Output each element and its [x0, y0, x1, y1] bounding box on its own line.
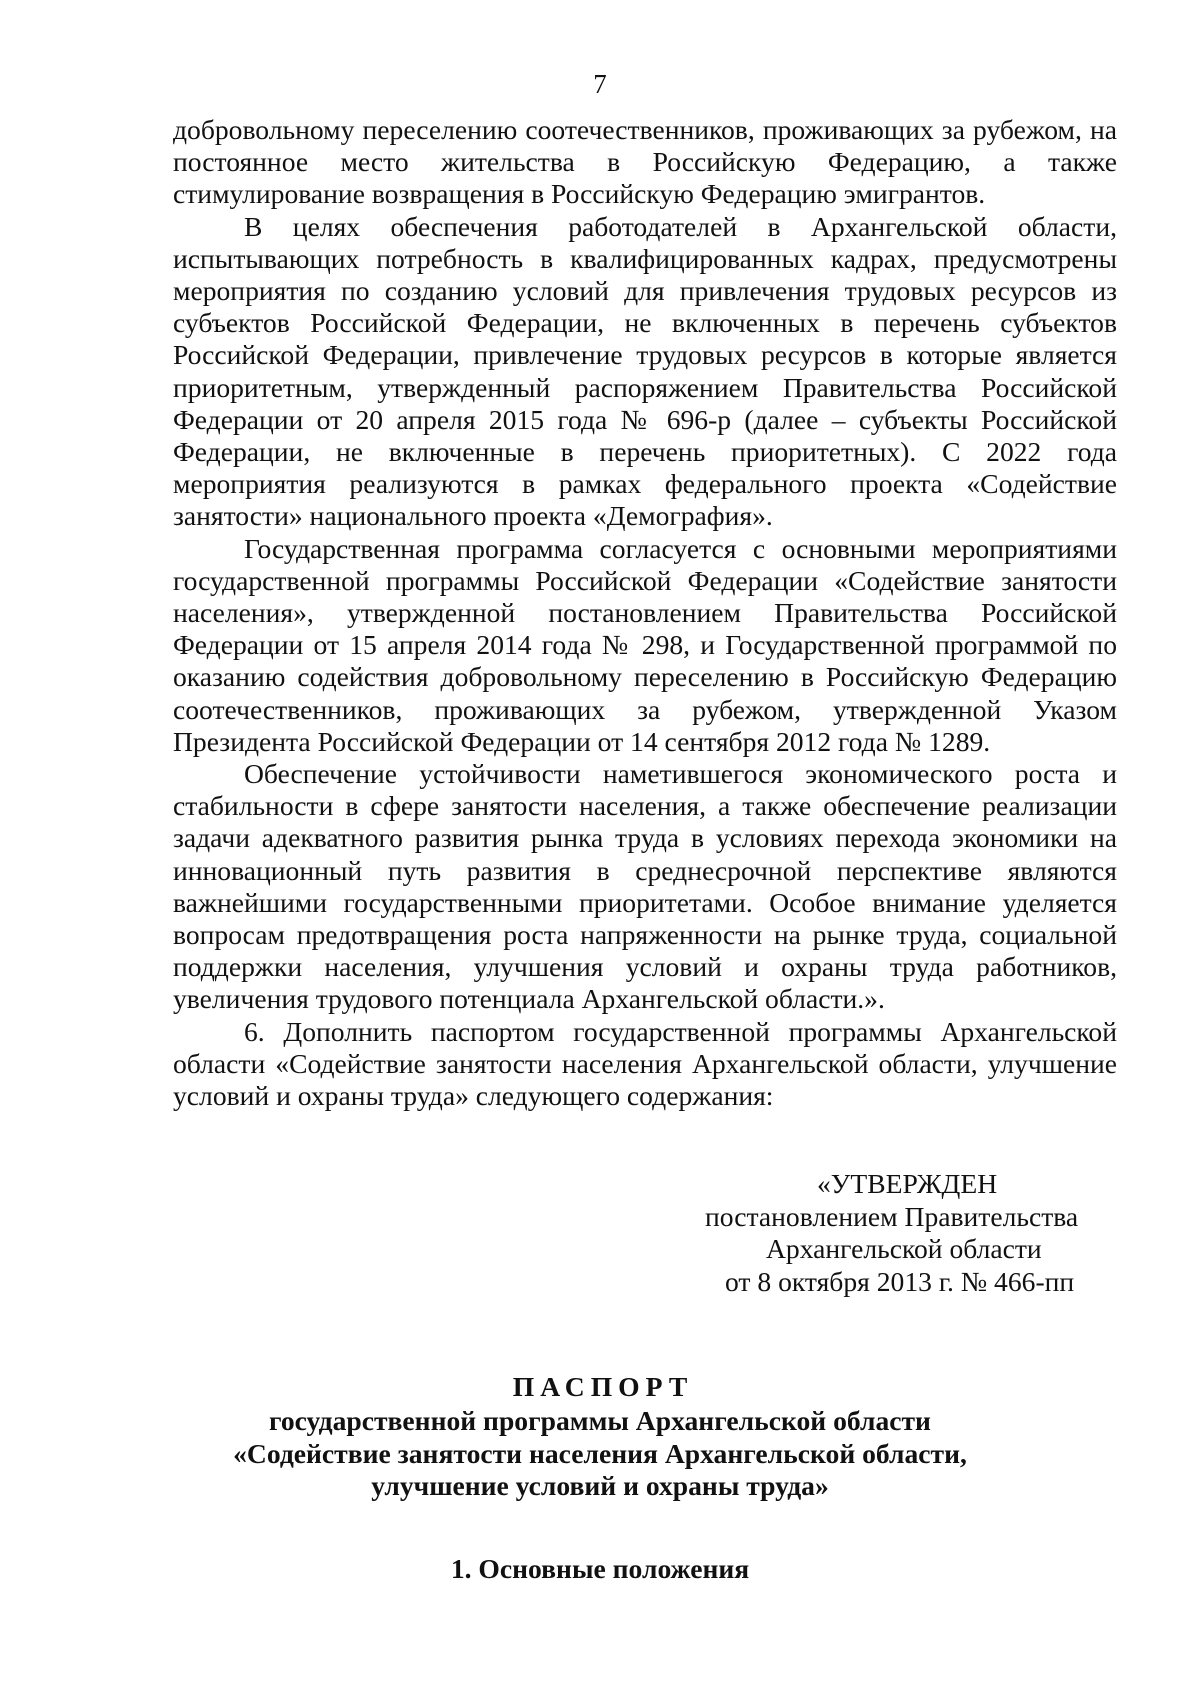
paragraph-priorities: Обеспечение устойчивости наметившегося экономического роста и стабильности в сфере занятости населения, а также обеспечение реализации задачи адекватного развития рынка труда в условиях перехода экономики на инновационный путь развития в среднесрочной перспективе являются важнейшими государственными приоритетами. Особое внимание уделяется вопросам предотвращения роста напряженности на рынке труда, социальной поддержки населения, улучшения условий и охраны труда работников, увеличения трудового потенциала Архангельской области.».: [173, 758, 1117, 1015]
body-text: [173, 114, 1117, 1112]
paragraph-amendment-6: 6. Дополнить паспортом государственной программы Архангельской области «Содействие занятости населения Архангельской области, улучшение условий и охраны труда» следующего содержания:: [173, 1015, 1117, 1112]
passport-subtitle: [0, 1405, 1200, 1503]
passport-subtitle-line: улучшение условий и охраны труда»: [371, 1470, 829, 1501]
passport-title: ПАСПОРТ: [512, 1371, 694, 1402]
paragraph-continuation: добровольному переселению соотечественников, проживающих за рубежом, на постоянное место жительства в Российскую Федерацию, а также стимулирование возвращения в Российскую Федерацию эмигрантов.: [173, 114, 1117, 210]
passport-subtitle-line: государственной программы Архангельской области: [269, 1405, 931, 1436]
approval-block: [700, 1168, 1130, 1298]
approval-heading: «УТВЕРЖДЕН: [817, 1168, 998, 1199]
paragraph-employers: В целях обеспечения работодателей в Архангельской области, испытывающих потребность в квалифицированных кадрах, предусмотрены мероприятия по созданию условий для привлечения трудовых ресурсов из субъектов Российской Федерации, не включенных в перечень субъектов Российской Федерации, привлечение трудовых ресурсов в которые является приоритетным, утвержденный распоряжением Правительства Российской Федерации от 20 апреля 2015 года № 696-р (далее – субъекты Российской Федерации, не включенные в перечень приоритетных). С 2022 года мероприятия реализуются в рамках федерального проекта «Содействие занятости» национального проекта «Демография».: [173, 210, 1117, 532]
passport-subtitle-line: «Содействие занятости населения Архангельской области,: [233, 1437, 967, 1469]
approval-line: постановлением Правительства: [705, 1200, 1079, 1232]
section-heading: 1. Основные положения: [450, 1553, 750, 1584]
approval-date: от 8 октября 2013 г. № 466-пп: [725, 1265, 1075, 1297]
paragraph-program-alignment: Государственная программа согласуется с основными мероприятиями государственной программы Российской Федерации «Содействие занятости населения», утвержденной постановлением Правительства Российской Федерации от 15 апреля 2014 года № 298, и Государственной программой по оказанию содействия добровольному переселению в Российскую Федерацию соотечественников, проживающих за рубежом, утвержденной Указом Президента Российской Федерации от 14 сентября 2012 года № 1289.: [173, 532, 1117, 757]
page-number: 7: [593, 69, 607, 99]
approval-line: Архангельской области: [766, 1233, 1042, 1264]
